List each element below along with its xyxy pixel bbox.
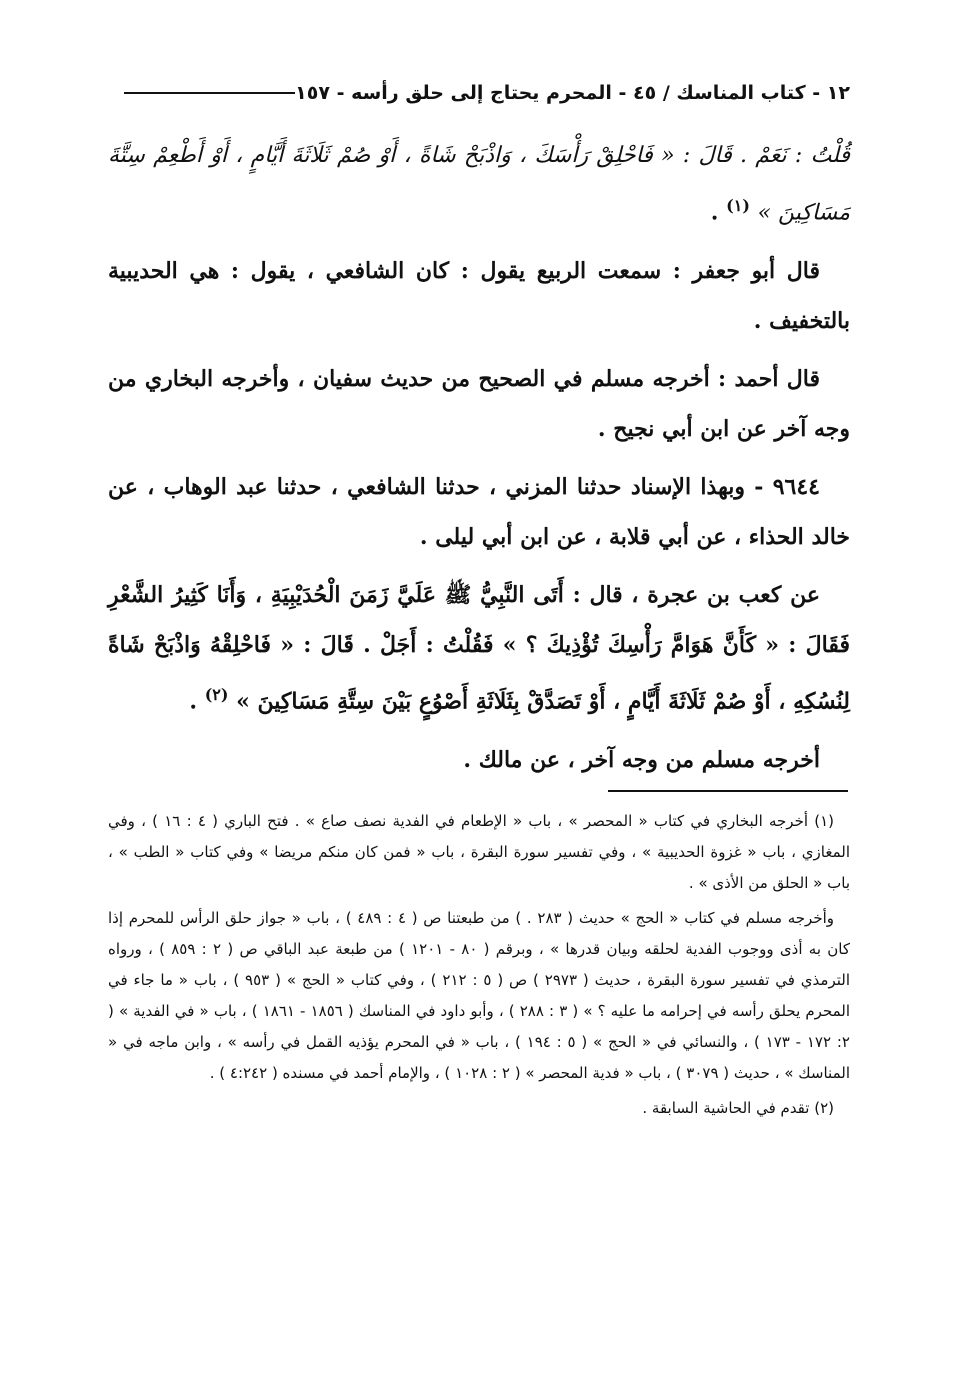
period: . bbox=[189, 688, 198, 715]
footnotes bbox=[108, 806, 850, 1128]
hadith-narration: عن كعب بن عجرة ، قال : أَتَى النَّبِيُّ ﷺ عَلَيَّ زَمَنَ الْحُدَيْبِيَةِ ، وَأَنَا كَثِيرُ الشَّعْرِ فَقَالَ : « كَأَنَّ هَوَامَّ رَأْسِكَ تُؤْذِيكَ ؟ » فَقُلْتُ : أَجَلْ . قَالَ : « فَاحْلِقْهُ وَاذْبَحْ شَاةً لِنُسُكِهِ ، أَوْ صُمْ ثَلَاثَةَ أَيَّامٍ ، أَوْ تَصَدَّقْ بِثَلَاثَةِ أَصْوُعٍ بَيْنَ سِتَّةِ مَسَاكِينَ » bbox=[108, 582, 850, 715]
period: . bbox=[710, 199, 719, 226]
header-title: ١٢ - كتاب المناسك / ٤٥ - المحرم يحتاج إلى حلق رأسه - ١٥٧ bbox=[295, 82, 850, 104]
hadith-text: قُلْتُ : نَعَمْ . قَالَ : « فَاحْلِقْ رَأْسَكَ ، وَاذْبَحْ شَاةً ، أَوْ صُمْ ثَلَاثَةَ أَيَّامٍ ، أَوْ أَطْعِمْ سِتَّةَ مَسَاكِينَ » bbox=[108, 143, 850, 226]
footnote-ref-1: (١) bbox=[726, 196, 750, 215]
paragraph-2: قال أبو جعفر : سمعت الربيع يقول : كان الشافعي ، يقول : هي الحديبية بالتخفيف . bbox=[108, 258, 850, 335]
paragraph-5 bbox=[108, 570, 850, 726]
footnote-ref-2: (٢) bbox=[204, 685, 229, 705]
main-text bbox=[108, 130, 850, 793]
footnote-1-continued: وأخرجه مسلم في كتاب « الحج » حديث ( ٢٨٣ . ) من طبعتنا ص ( ٤ : ٤٨٩ ) ، باب « جواز حلق الرأس للمحرم إذا كان به أذى ووجوب الفدية لحلقه وبيان قدرها » ، وبرقم ( ٨٠ - ١٢٠١ ) من طبعة عبد الباقي ص ( ٢ : ٨٥٩ ) ، ورواه الترمذي في تفسير سورة البقرة ، حديث ( ٢٩٧٣ ) ص ( ٥ : ٢١٢ ) ، وفي كتاب « الحج » ( ٩٥٣ ) ، باب « ما جاء في المحرم يحلق رأسه في إحرامه ما عليه ؟ » ( ٣ : ٢٨٨ ) ، وأبو داود في المناسك ( ١٨٥٦ - ١٨٦١ ) ، باب « في الفدية » ( ٢: ١٧٢ - ١٧٣ ) ، والنسائي في « الحج » ( ٥ : ١٩٤ ) ، باب « في المحرم يؤذيه القمل في رأسه » ، وابن ماجه في « المناسك » ، حديث ( ٣٠٧٩ ) ، باب « فدية المحصر » ( ٢ : ١٠٢٨ ) ، والإمام أحمد في مسنده ( ٤:٢٤٢ ) . bbox=[108, 909, 851, 1082]
paragraph-3: قال أحمد : أخرجه مسلم في الصحيح من حديث سفيان ، وأخرجه البخاري من وجه آخر عن ابن أبي نجيح . bbox=[108, 366, 850, 443]
paragraph-4: ٩٦٤٤ - وبهذا الإسناد حدثنا المزني ، حدثنا الشافعي ، حدثنا عبد الوهاب ، عن خالد الحذاء ، عن أبي قلابة ، عن ابن أبي ليلى . bbox=[108, 474, 850, 551]
footnote-1: (١) أخرجه البخاري في كتاب « المحصر » ، باب « الإطعام في الفدية نصف صاع » . فتح الباري ( ٤ : ١٦ ) ، وفي المغازي ، باب « غزوة الحديبية » ، وفي تفسير سورة البقرة ، باب « فمن كان منكم مريضا » وفي كتاب « الطب » ، باب « الحلق من الأذى » . bbox=[108, 812, 850, 892]
running-header bbox=[110, 78, 850, 108]
footnote-separator bbox=[608, 790, 848, 792]
paragraph-1 bbox=[108, 130, 850, 238]
header-rule bbox=[124, 92, 295, 94]
paragraph-6: أخرجه مسلم من وجه آخر ، عن مالك . bbox=[463, 746, 820, 773]
footnote-2: (٢) تقدم في الحاشية السابقة . bbox=[642, 1099, 834, 1117]
